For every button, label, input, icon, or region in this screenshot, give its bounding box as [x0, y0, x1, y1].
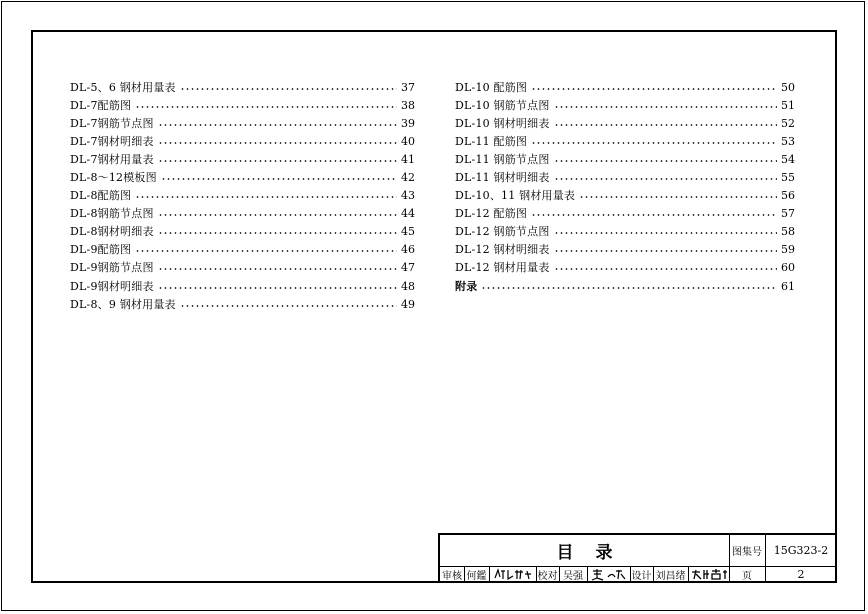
toc-leader-dots	[531, 87, 777, 91]
toc-entry-page: 38	[401, 98, 415, 112]
toc-entry	[455, 187, 795, 205]
toc-entry-page: 50	[781, 80, 795, 94]
designer-signature	[688, 566, 729, 583]
toc-entry-page: 59	[781, 243, 795, 257]
toc-entry	[455, 96, 795, 114]
toc-entry	[455, 78, 795, 96]
toc-entry	[70, 150, 415, 168]
toc-entry	[70, 132, 415, 150]
toc-leader-dots	[158, 123, 397, 127]
toc-entry-page: 58	[781, 225, 795, 239]
toc-entry-page: 46	[401, 243, 415, 257]
toc-entry-page: 39	[401, 116, 415, 130]
toc-entry	[455, 241, 795, 259]
toc-entry-label: DL-8、9 钢材用量表	[70, 297, 176, 311]
toc-entry-label: DL-10 配筋图	[455, 80, 528, 94]
toc-leader-dots	[158, 286, 397, 290]
atlas-no-label: 图集号	[732, 547, 762, 558]
toc-entry	[70, 187, 415, 205]
toc-entry-page: 55	[781, 171, 795, 185]
toc-entry	[455, 132, 795, 150]
check-label: 校对	[537, 571, 558, 582]
toc-entry-label: DL-10 钢材明细表	[455, 116, 550, 130]
reviewer-signature	[489, 566, 536, 583]
toc-leader-dots	[158, 141, 397, 145]
toc-entry	[455, 205, 795, 223]
toc-entry	[70, 241, 415, 259]
toc-entry-label: DL-9钢材明细表	[70, 279, 154, 293]
toc-entry-page: 43	[401, 189, 415, 203]
toc-entry-page: 61	[781, 279, 795, 293]
toc-entry	[70, 277, 415, 295]
toc-entry	[70, 96, 415, 114]
toc-entry	[70, 295, 415, 313]
toc-leader-dots	[554, 249, 777, 253]
toc-entry-label: DL-7配筋图	[70, 98, 132, 112]
toc-leader-dots	[158, 213, 397, 217]
toc-entry-label: DL-12 钢筋节点图	[455, 225, 550, 239]
toc-entry	[455, 277, 795, 295]
toc-leader-dots	[135, 195, 397, 199]
toc-entry	[455, 259, 795, 277]
toc-entry-page: 40	[401, 134, 415, 148]
toc-entry-page: 44	[401, 207, 415, 221]
toc-leader-dots	[135, 105, 397, 109]
toc-entry	[455, 223, 795, 241]
toc-entry-label: DL-8配筋图	[70, 189, 132, 203]
toc-entry	[70, 78, 415, 96]
toc-entry-label: DL-11 钢材明细表	[455, 171, 550, 185]
toc-entry-label: DL-12 钢材明细表	[455, 243, 550, 257]
toc-entry-label: 附录	[455, 279, 478, 293]
toc-entry-label: DL-8钢材明细表	[70, 225, 154, 239]
toc-leader-dots	[481, 286, 777, 290]
toc-leader-dots	[158, 231, 397, 235]
toc-entry-label: DL-7钢筋节点图	[70, 116, 154, 130]
toc-leader-dots	[554, 159, 777, 163]
reviewer-name: 何鑑	[466, 571, 487, 582]
toc-entry-label: DL-5、6 钢材用量表	[70, 80, 176, 94]
toc-entry-page: 42	[401, 171, 415, 185]
toc-leader-dots	[554, 123, 777, 127]
toc-leader-dots	[531, 141, 777, 145]
toc-entry	[70, 168, 415, 186]
page-label: 页	[742, 571, 752, 582]
toc-entry	[70, 259, 415, 277]
toc-entry	[70, 223, 415, 241]
designer-name: 刘昌绪	[655, 571, 686, 582]
atlas-no: 15G323-2	[773, 544, 829, 557]
toc-entry-label: DL-10 钢筋节点图	[455, 98, 550, 112]
title-block	[438, 533, 837, 583]
toc-entry-label: DL-9钢筋节点图	[70, 261, 154, 275]
toc-entry	[455, 114, 795, 132]
toc-entry-page: 53	[781, 134, 795, 148]
toc-entry-label: DL-12 配筋图	[455, 207, 528, 221]
toc-entry-label: DL-7钢材明细表	[70, 134, 154, 148]
toc-right-column	[455, 78, 795, 295]
toc-leader-dots	[161, 177, 397, 181]
design-label: 设计	[631, 571, 652, 582]
toc-leader-dots	[554, 177, 777, 181]
toc-entry-label: DL-8钢筋节点图	[70, 207, 154, 221]
toc-entry-page: 37	[401, 80, 415, 94]
toc-entry-page: 47	[401, 261, 415, 275]
toc-leader-dots	[180, 304, 397, 308]
toc-entry	[70, 205, 415, 223]
toc-leader-dots	[554, 105, 777, 109]
toc-entry-page: 54	[781, 152, 795, 166]
toc-leader-dots	[531, 213, 777, 217]
toc-entry	[70, 114, 415, 132]
toc-entry-page: 48	[401, 279, 415, 293]
toc-entry-page: 57	[781, 207, 795, 221]
toc-leader-dots	[579, 195, 777, 199]
toc-leader-dots	[554, 267, 777, 271]
toc-entry-label: DL-12 钢材用量表	[455, 261, 550, 275]
toc-leader-dots	[158, 159, 397, 163]
toc-entry-page: 51	[781, 98, 795, 112]
page-number: 2	[797, 568, 805, 581]
toc-entry-page: 56	[781, 189, 795, 203]
toc-entry-label: DL-9配筋图	[70, 243, 132, 257]
drawing-title: 目录	[556, 543, 635, 563]
toc-entry-page: 60	[781, 261, 795, 275]
checker-signature	[587, 566, 630, 583]
toc-leader-dots	[158, 267, 397, 271]
toc-entry-label: DL-11 钢筋节点图	[455, 152, 550, 166]
toc-left-column	[70, 78, 415, 313]
toc-leader-dots	[554, 231, 777, 235]
toc-entry-page: 41	[401, 152, 415, 166]
toc-entry-label: DL-11 配筋图	[455, 134, 528, 148]
toc-leader-dots	[180, 87, 397, 91]
toc-entry	[455, 150, 795, 168]
toc-entry-label: DL-8～12模板图	[70, 171, 157, 185]
toc-entry-page: 52	[781, 116, 795, 130]
toc-leader-dots	[135, 249, 397, 253]
toc-entry-label: DL-7钢材用量表	[70, 152, 154, 166]
checker-name: 吴强	[563, 571, 583, 582]
toc-entry-label: DL-10、11 钢材用量表	[455, 189, 576, 203]
toc-entry-page: 49	[401, 297, 415, 311]
toc-entry	[455, 168, 795, 186]
review-label: 审核	[442, 571, 462, 582]
toc-entry-page: 45	[401, 225, 415, 239]
